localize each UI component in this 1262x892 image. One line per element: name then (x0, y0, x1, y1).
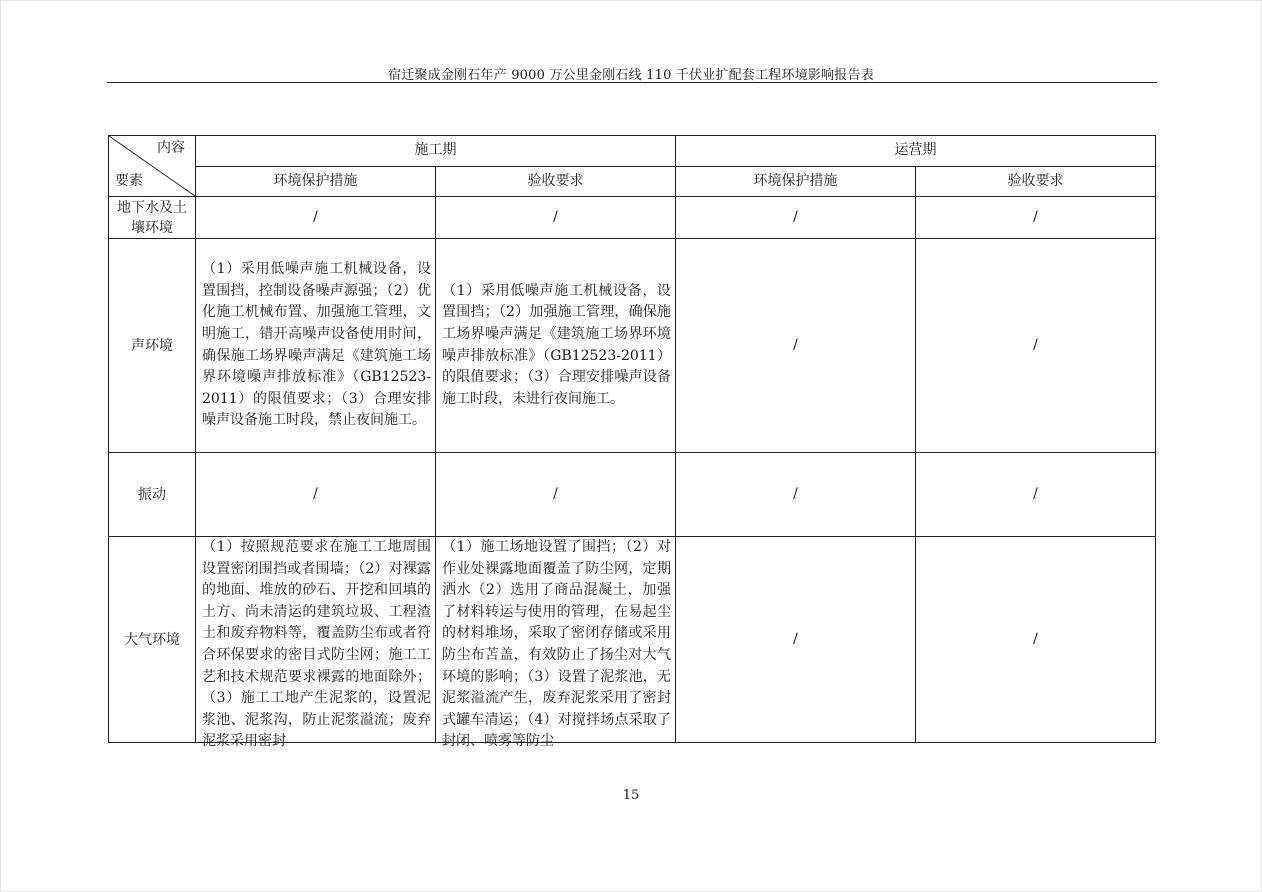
noise-construction-acceptance-text: （1）采用低噪声施工机械设备，设置围挡；（2）加强施工管理，确保施工场界噪声满足《建筑施工场界环境噪声排放标准》（GB12523-2011）的限值要求；（3）合理安排噪声设备施工时段，未进行夜间施工。 (442, 282, 671, 407)
cell-construction-measures: / (196, 197, 436, 239)
cell-operation-measures: / (676, 239, 916, 453)
column-header-construction-acceptance: 验收要求 (436, 167, 676, 197)
cell-construction-acceptance: / (436, 453, 676, 537)
cell-operation-acceptance: / (916, 197, 1156, 239)
cell-construction-acceptance: / (436, 197, 676, 239)
noise-construction-measures-text: （1）采用低噪声施工机械设备，设置围挡，控制设备噪声源强；（2）优化施工机械布置、加强施工管理，文明施工，错开高噪声设备使用时间，确保施工场界噪声满足《建筑施工场界环境噪声排放标准》（GB12523-2011）的限值要求；（3）合理安排噪声设备施工时段，禁止夜间施工。 (202, 261, 431, 429)
row-element-label: 地下水及土壤环境 (117, 199, 187, 236)
table-row (109, 537, 1156, 743)
page-number: 15 (622, 788, 640, 803)
cell-construction-measures (196, 537, 436, 750)
header-rule (107, 82, 1157, 83)
group-header-construction: 施工期 (196, 136, 676, 167)
cell-operation-acceptance: / (916, 239, 1156, 453)
table-row (109, 453, 1156, 537)
row-element-atmosphere: 大气环境 (109, 537, 196, 743)
table-header-row-columns (109, 167, 1156, 197)
table-row (109, 197, 1156, 239)
row-element-groundwater-soil (109, 197, 196, 239)
environmental-measures-table (108, 135, 1156, 750)
column-header-operation-measures: 环境保护措施 (676, 167, 916, 197)
group-header-operation: 运营期 (676, 136, 1156, 167)
corner-label-element: 要素 (115, 173, 143, 190)
cell-operation-acceptance: / (916, 537, 1156, 743)
cell-construction-measures: / (196, 453, 436, 537)
table-header-row-groups (109, 136, 1156, 167)
cell-operation-measures: / (676, 537, 916, 743)
row-element-noise: 声环境 (109, 239, 196, 453)
cell-operation-acceptance: / (916, 453, 1156, 537)
corner-header-cell (109, 136, 196, 197)
atmosphere-construction-measures-text: （1）按照规范要求在施工工地周围设置密闭围挡或者围墙；（2）对裸露的地面、堆放的砂石、开挖和回填的土方、尚未清运的建筑垃圾、工程渣土和废弃物料等，覆盖防尘布或者符合环保要求的密目式防尘网；施工工艺和技术规范要求裸露的地面除外；（3）施工工地产生泥浆的，设置泥浆池、泥浆沟，防止泥浆溢流；废弃泥浆采用密封 (202, 539, 431, 750)
cell-construction-measures (196, 239, 436, 453)
row-element-vibration: 振动 (109, 453, 196, 537)
document-header-title: 宿迁聚成金刚石年产 9000 万公里金刚石线 110 千伏业扩配套工程环境影响报告表 (388, 68, 874, 83)
column-header-operation-acceptance: 验收要求 (916, 167, 1156, 197)
cell-construction-acceptance (436, 537, 676, 750)
corner-label-content: 内容 (157, 140, 185, 156)
table-row (109, 239, 1156, 453)
cell-operation-measures: / (676, 197, 916, 239)
cell-operation-measures: / (676, 453, 916, 537)
cell-construction-acceptance (436, 239, 676, 453)
column-header-construction-measures: 环境保护措施 (196, 167, 436, 197)
atmosphere-construction-acceptance-text: （1）施工场地设置了围挡；（2）对作业处裸露地面覆盖了防尘网，定期洒水（2）选用了商品混凝土，加强了材料转运与使用的管理，在易起尘的材料堆场，采取了密闭存储或采用防尘布苫盖，有效防止了扬尘对大气环境的影响；（3）设置了泥浆池，无泥浆溢流产生，废弃泥浆采用了密封式罐车清运；（4）对搅拌场点采取了封闭、喷雾等防尘 (442, 539, 671, 750)
